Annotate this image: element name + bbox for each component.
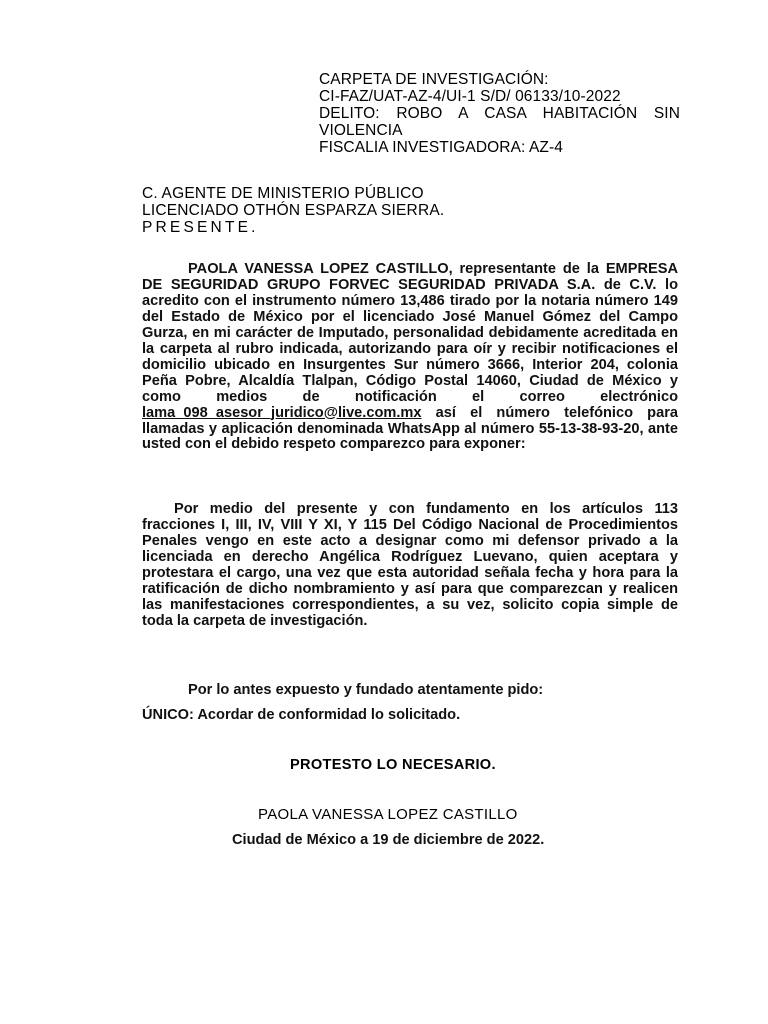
intro-text: PAOLA VANESSA LOPEZ CASTILLO, representante de la EMPRESA DE SEGURIDAD GRUPO FORVEC SEGURIDAD PRIVADA S.A. de C.V. lo acredito con el instrumento número 13,486 tirado por la notaria número 149 del Estado de México por el licenciado José Manuel Gómez del Campo Gurza, en mi carácter de Imputado, personalidad debidamente acreditada en la carpeta al rubro indicada, autorizando para oír y recibir notificaciones el domicilio ubicado en Insurgentes Sur número 3666, Interior 204, colonia Peña Pobre, Alcaldía Tlalpan, Código Postal 14060, Ciudad de México y como medios de notificación el correo electrónico [142,261,678,405]
case-folder-label: CARPETA DE INVESTIGACIÓN: [319,71,549,88]
crime-description: DELITO: ROBO A CASA HABITACIÓN SIN VIOLENCIA [319,105,680,139]
addressee-block [142,185,542,236]
addressee-presente: PRESENTE. [142,219,259,236]
paragraph-designation [142,502,678,630]
case-header [319,71,680,156]
email-link[interactable]: lama_098_asesor_juridico@live.com.mx [142,404,422,421]
intro-text-continued: así el número telefónico para llamadas y aplicación denominada WhatsApp al número 55-13-38-93-20, ante usted con el debido respeto comparezco para exponer: [142,404,678,453]
request-line: Por lo antes expuesto y fundado atentamente pido: [188,682,544,698]
paragraph-introduction [142,262,678,453]
addressee-title: C. AGENTE DE MINISTERIO PÚBLICO [142,185,424,202]
investigating-office: FISCALIA INVESTIGADORA: AZ-4 [319,139,563,156]
addressee-name: LICENCIADO OTHÓN ESPARZA SIERRA. [142,202,445,219]
place-date: Ciudad de México a 19 de diciembre de 2022. [232,832,545,848]
designation-text: Por medio del presente y con fundamento en los artículos 113 fracciones I, III, IV, VIII Y XI, Y 115 Del Código Nacional de Procedimientos Penales vengo en este acto a designar como mi defensor privado a la licenciada en derecho Angélica Rodríguez Luevano, quien aceptara y protestara el cargo, una vez que esta autoridad señala fecha y hora para la ratificación de dicho nombramiento y así para que comparezcan y realicen las manifestaciones correspondientes, a su vez, solicito copia simple de toda la carpeta de investigación. [142,501,678,629]
case-folder-number: CI-FAZ/UAT-AZ-4/UI-1 S/D/ 06133/10-2022 [319,88,621,105]
protesto-line: PROTESTO LO NECESARIO. [290,757,496,773]
unico-line: ÚNICO: Acordar de conformidad lo solicitado. [142,707,461,723]
signer-name: PAOLA VANESSA LOPEZ CASTILLO [258,806,518,823]
